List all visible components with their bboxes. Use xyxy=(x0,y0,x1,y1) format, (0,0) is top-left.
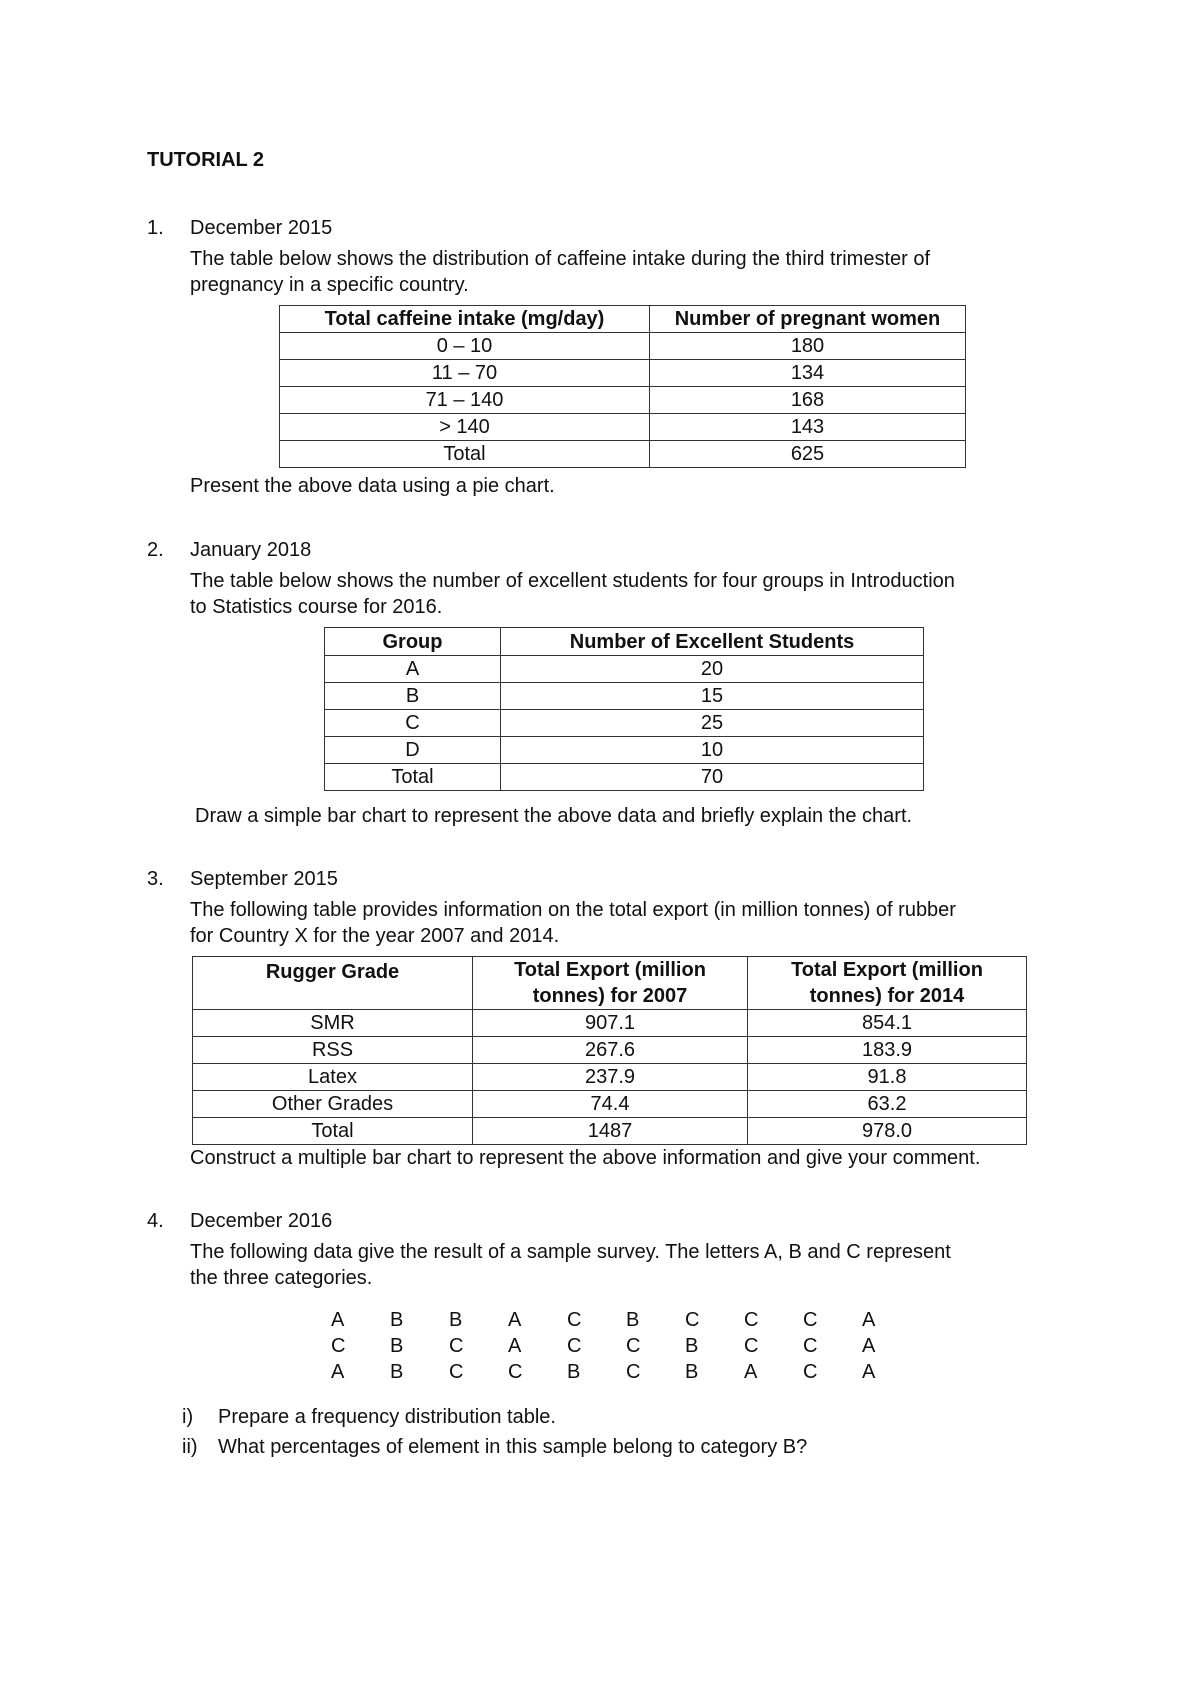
question-date: January 2018 xyxy=(190,539,312,561)
table-cell: 168 xyxy=(650,387,966,414)
table-cell: B xyxy=(325,683,501,710)
table-cell: 20 xyxy=(501,656,924,683)
table-cell: 25 xyxy=(501,710,924,737)
grid-cell: C xyxy=(449,1335,464,1357)
table-header xyxy=(473,957,748,1010)
table-row xyxy=(193,1091,1027,1118)
table-cell: 15 xyxy=(501,683,924,710)
question-number: 4. xyxy=(147,1210,164,1232)
table-cell: 978.0 xyxy=(748,1118,1027,1145)
grid-cell: A xyxy=(862,1309,876,1331)
rubber-export-table xyxy=(192,956,1027,1145)
subquestion-i xyxy=(182,1404,556,1430)
subquestion-label: i) xyxy=(182,1406,194,1428)
table-cell: C xyxy=(325,710,501,737)
question-task: Construct a multiple bar chart to represent the above information and give your comment. xyxy=(190,1147,981,1169)
table-header: Number of pregnant women xyxy=(650,306,966,333)
table-row xyxy=(280,360,966,387)
table-row xyxy=(325,683,924,710)
header-line: Total Export (million xyxy=(791,959,983,981)
question-date: September 2015 xyxy=(190,868,338,890)
table-cell: Total xyxy=(325,764,501,791)
grid-cell: C xyxy=(567,1309,582,1331)
table-cell: Total xyxy=(193,1118,473,1145)
grid-cell: B xyxy=(567,1361,581,1383)
table-cell: 907.1 xyxy=(473,1010,748,1037)
table-cell: D xyxy=(325,737,501,764)
intro-line: pregnancy in a specific country. xyxy=(190,274,469,296)
table-row xyxy=(280,333,966,360)
table-cell: 70 xyxy=(501,764,924,791)
table-cell: Latex xyxy=(193,1064,473,1091)
page-title: TUTORIAL 2 xyxy=(147,149,265,171)
table-row xyxy=(325,710,924,737)
table-cell: 0 – 10 xyxy=(280,333,650,360)
table-cell: 74.4 xyxy=(473,1091,748,1118)
question-number: 3. xyxy=(147,868,164,890)
question-task: Draw a simple bar chart to represent the above data and briefly explain the chart. xyxy=(195,805,913,827)
subquestion-text: What percentages of element in this sample belong to category B? xyxy=(218,1436,808,1458)
table-header: Group xyxy=(325,628,501,656)
table-cell: 854.1 xyxy=(748,1010,1027,1037)
table-cell: 180 xyxy=(650,333,966,360)
intro-line: to Statistics course for 2016. xyxy=(190,596,443,618)
table-header: Number of Excellent Students xyxy=(501,628,924,656)
intro-line: for Country X for the year 2007 and 2014. xyxy=(190,925,560,947)
table-cell: 10 xyxy=(501,737,924,764)
question-date: December 2015 xyxy=(190,217,333,239)
question-1 xyxy=(147,215,1097,298)
header-line: tonnes) for 2007 xyxy=(532,985,688,1007)
table-row xyxy=(325,764,924,791)
table-header xyxy=(193,957,473,1010)
category-grid xyxy=(331,1307,921,1385)
question-number: 2. xyxy=(147,539,164,561)
grid-cell: C xyxy=(626,1335,641,1357)
grid-cell: C xyxy=(685,1309,700,1331)
caffeine-table xyxy=(279,305,966,468)
header-line: Rugger Grade xyxy=(265,961,400,983)
question-intro xyxy=(190,568,1097,620)
grid-cell: C xyxy=(331,1335,346,1357)
question-date: December 2016 xyxy=(190,1210,333,1232)
table-row xyxy=(325,656,924,683)
intro-line: The following table provides information on the total export (in million tonnes) of rubber xyxy=(190,899,956,921)
grid-cell: A xyxy=(862,1361,876,1383)
grid-cell: C xyxy=(449,1361,464,1383)
table-row xyxy=(193,1064,1027,1091)
grid-cell: B xyxy=(685,1361,699,1383)
grid-cell: A xyxy=(744,1361,758,1383)
grid-cell: C xyxy=(744,1335,759,1357)
table-row xyxy=(193,1118,1027,1145)
table-cell: 237.9 xyxy=(473,1064,748,1091)
grid-cell: A xyxy=(508,1309,522,1331)
table-header xyxy=(748,957,1027,1010)
table-cell: 183.9 xyxy=(748,1037,1027,1064)
table-cell: 11 – 70 xyxy=(280,360,650,387)
table-cell: 625 xyxy=(650,441,966,468)
table-cell: RSS xyxy=(193,1037,473,1064)
header-line: Total Export (million xyxy=(514,959,706,981)
grid-cell: B xyxy=(390,1361,404,1383)
table-row xyxy=(325,737,924,764)
table-row xyxy=(193,1037,1027,1064)
grid-cell: C xyxy=(803,1309,818,1331)
table-cell: 71 – 140 xyxy=(280,387,650,414)
question-intro xyxy=(190,897,1097,949)
grid-cell: A xyxy=(862,1335,876,1357)
question-3 xyxy=(147,866,1097,949)
grid-cell: A xyxy=(331,1361,345,1383)
table-row xyxy=(280,387,966,414)
grid-cell: C xyxy=(567,1335,582,1357)
students-table xyxy=(324,627,924,791)
table-cell: > 140 xyxy=(280,414,650,441)
question-task: Present the above data using a pie chart. xyxy=(190,475,555,497)
question-intro xyxy=(190,246,1097,298)
table-header: Total caffeine intake (mg/day) xyxy=(280,306,650,333)
subquestion-ii xyxy=(182,1434,807,1460)
table-cell: 267.6 xyxy=(473,1037,748,1064)
table-cell: A xyxy=(325,656,501,683)
subquestion-label: ii) xyxy=(182,1436,198,1458)
table-cell: 134 xyxy=(650,360,966,387)
intro-line: the three categories. xyxy=(190,1267,373,1289)
table-cell: SMR xyxy=(193,1010,473,1037)
table-row xyxy=(193,1010,1027,1037)
grid-cell: A xyxy=(331,1309,345,1331)
grid-cell: B xyxy=(390,1335,404,1357)
question-intro xyxy=(190,1239,1097,1291)
grid-cell: C xyxy=(744,1309,759,1331)
intro-line: The following data give the result of a sample survey. The letters A, B and C represent xyxy=(190,1241,951,1263)
grid-cell: B xyxy=(390,1309,404,1331)
intro-line: The table below shows the number of excellent students for four groups in Introduction xyxy=(190,570,955,592)
subquestion-text: Prepare a frequency distribution table. xyxy=(218,1406,556,1428)
question-4 xyxy=(147,1208,1097,1291)
grid-cell: A xyxy=(508,1335,522,1357)
question-2 xyxy=(147,537,1097,620)
grid-cell: B xyxy=(449,1309,463,1331)
table-cell: 143 xyxy=(650,414,966,441)
question-number: 1. xyxy=(147,217,164,239)
header-line: tonnes) for 2014 xyxy=(809,985,965,1007)
table-cell: Other Grades xyxy=(193,1091,473,1118)
grid-cell: C xyxy=(803,1335,818,1357)
grid-cell: B xyxy=(685,1335,699,1357)
grid-cell: C xyxy=(626,1361,641,1383)
table-row xyxy=(280,414,966,441)
grid-cell: C xyxy=(508,1361,523,1383)
grid-cell: C xyxy=(803,1361,818,1383)
grid-cell: B xyxy=(626,1309,640,1331)
table-cell: 1487 xyxy=(473,1118,748,1145)
table-cell: Total xyxy=(280,441,650,468)
table-cell: 63.2 xyxy=(748,1091,1027,1118)
intro-line: The table below shows the distribution of caffeine intake during the third trimester of xyxy=(190,248,931,270)
table-row xyxy=(280,441,966,468)
table-cell: 91.8 xyxy=(748,1064,1027,1091)
